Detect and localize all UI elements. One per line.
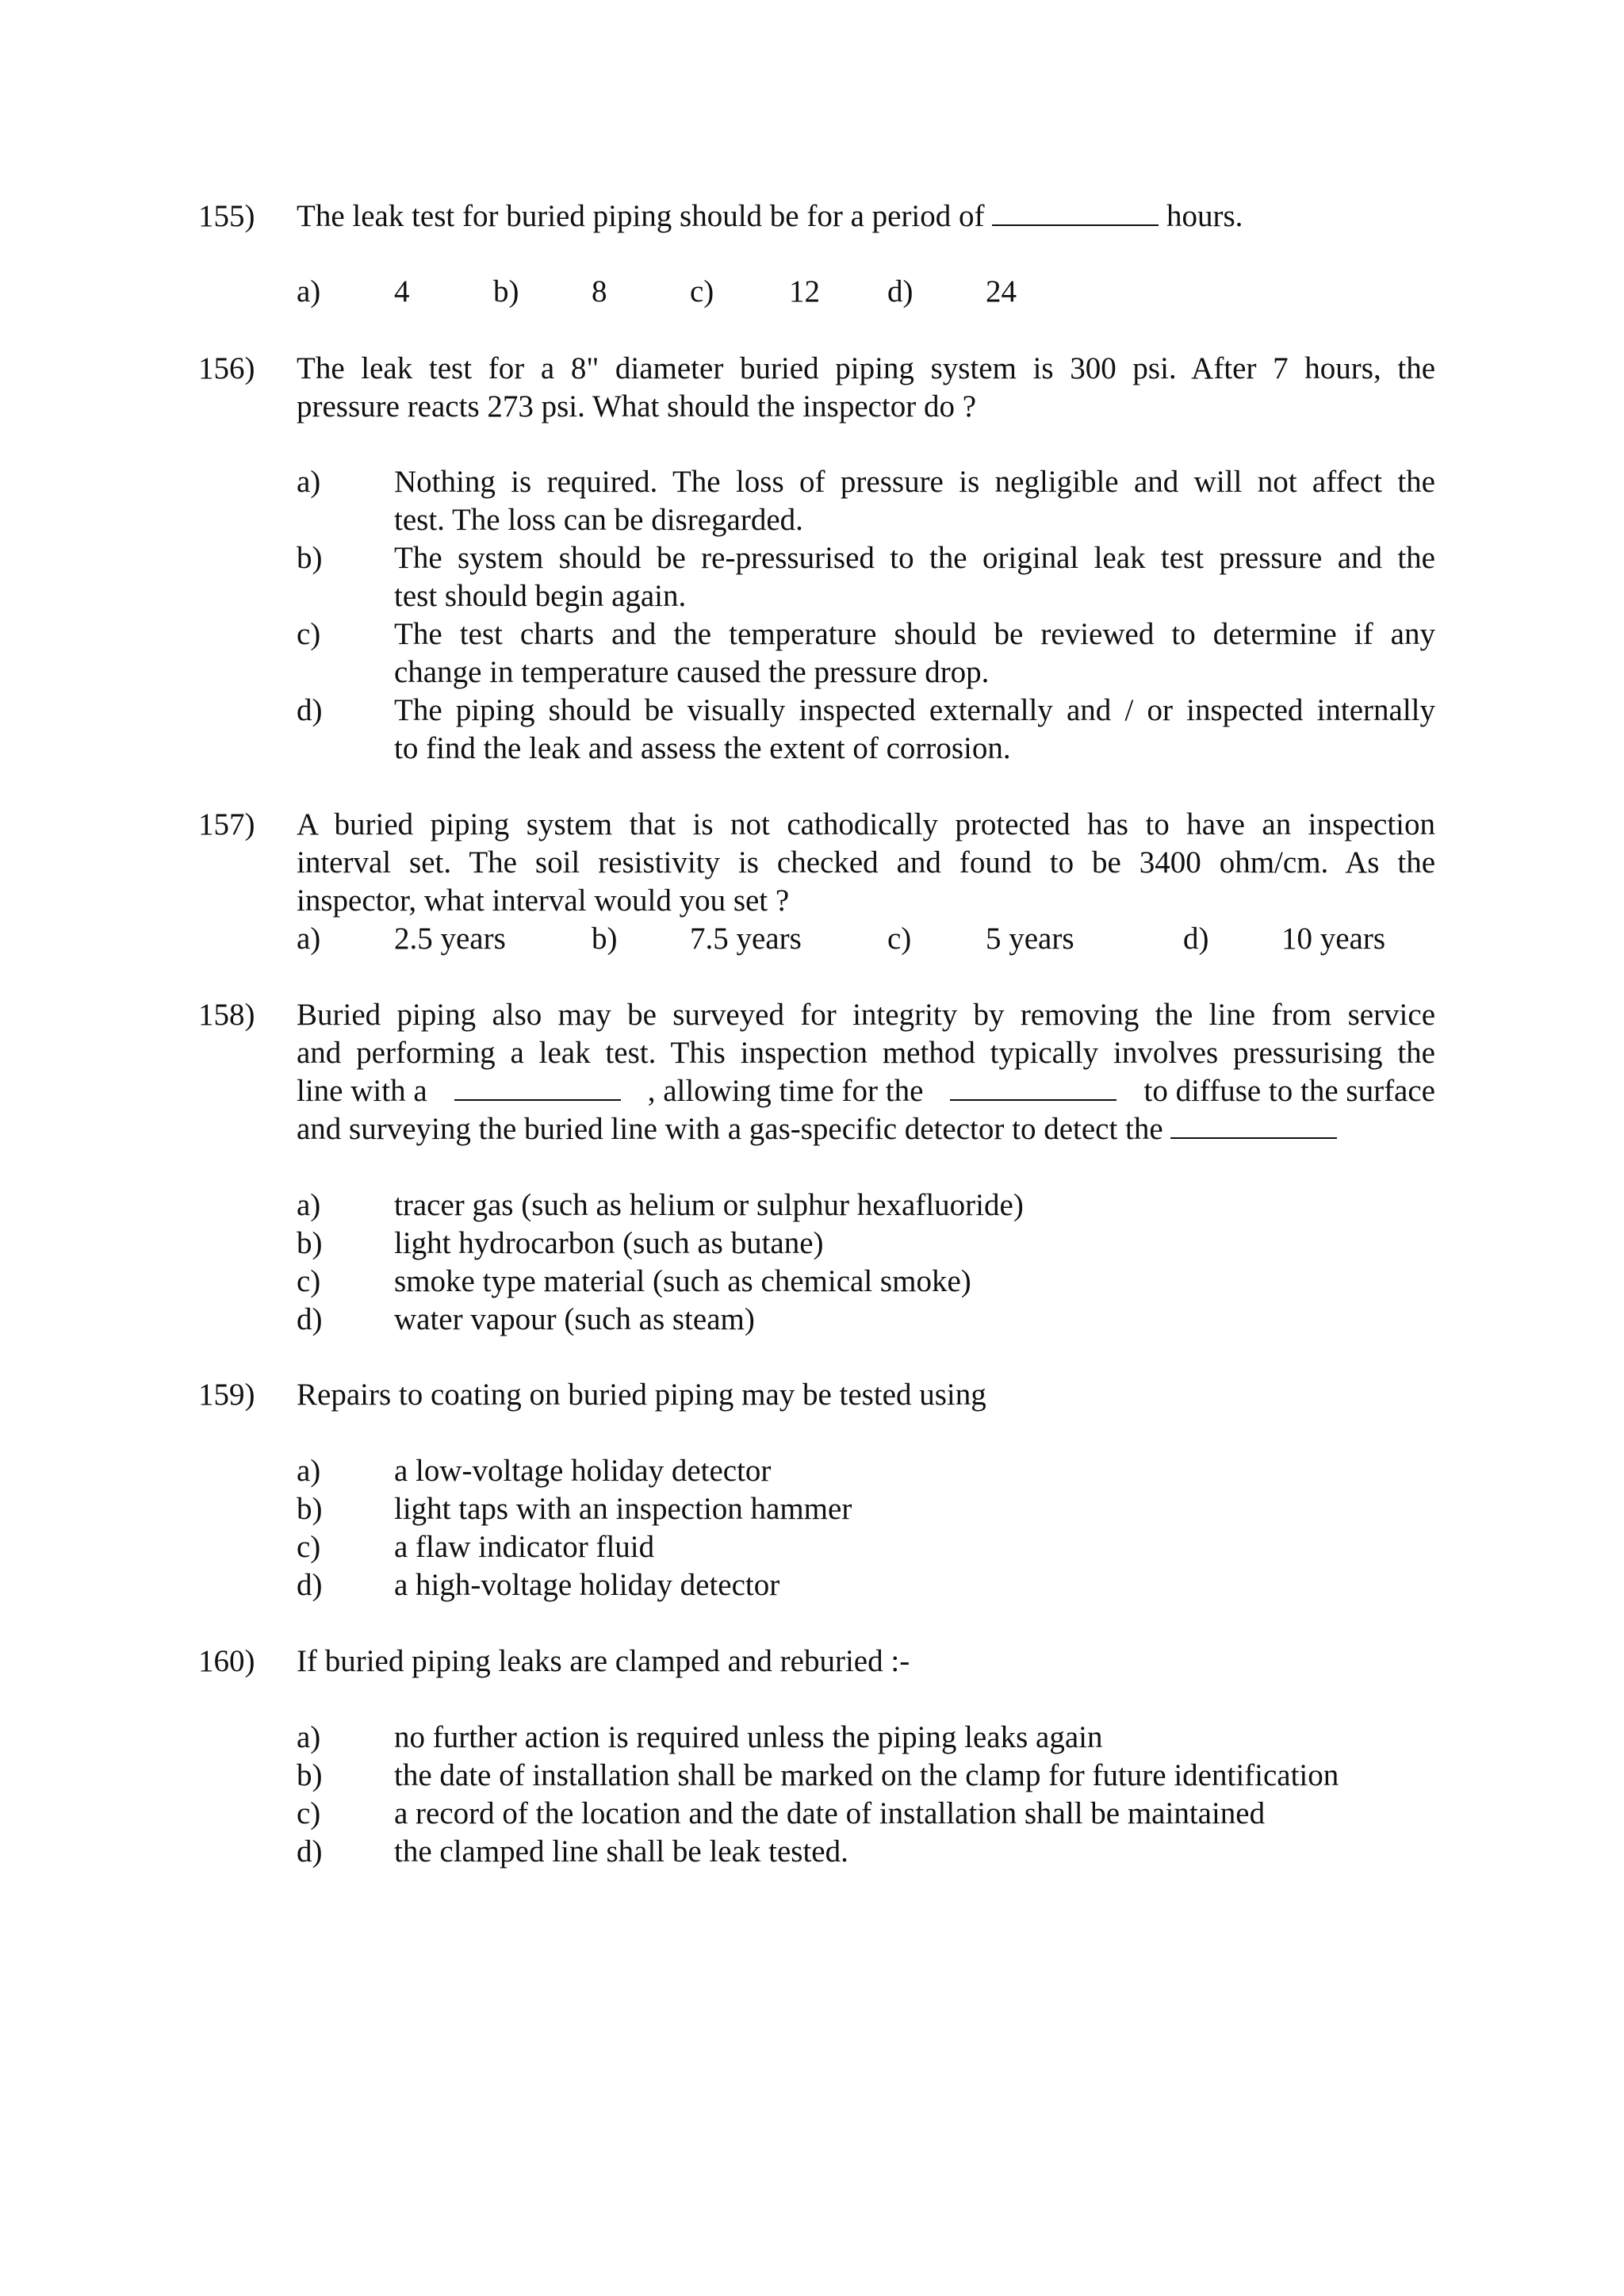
option-text: to find the leak and assess the extent of corrosion. bbox=[394, 731, 1011, 765]
option-text: The system should be re-pressurised to the original leak test pressure and the bbox=[394, 541, 1435, 575]
option-text: tracer gas (such as helium or sulphur hexafluoride) bbox=[394, 1188, 1024, 1222]
question-stem: If buried piping leaks are clamped and reburied :- bbox=[297, 1644, 910, 1678]
option-letter: b) bbox=[297, 1226, 323, 1260]
stem-line: A buried piping system that is not cathodically protected has to have an inspection bbox=[297, 807, 1435, 841]
option-text: no further action is required unless the piping leaks again bbox=[394, 1720, 1103, 1754]
option-letter: a) bbox=[297, 922, 321, 956]
option-text: 5 years bbox=[986, 922, 1074, 956]
answer-blank bbox=[1170, 1110, 1337, 1139]
option-letter: a) bbox=[297, 274, 321, 309]
question-number: 156) bbox=[198, 351, 255, 385]
option-letter: d) bbox=[297, 1302, 323, 1336]
option-text: smoke type material (such as chemical smoke) bbox=[394, 1264, 971, 1298]
option-text: 24 bbox=[986, 274, 1017, 309]
option-letter: b) bbox=[297, 1758, 323, 1792]
option-text: The test charts and the temperature should be reviewed to determine if any bbox=[394, 617, 1435, 651]
question-number: 158) bbox=[198, 998, 255, 1032]
question-number: 159) bbox=[198, 1378, 255, 1412]
option-text: a low-voltage holiday detector bbox=[394, 1454, 772, 1488]
stem-line: and performing a leak test. This inspection method typically involves pressurising the bbox=[297, 1036, 1435, 1070]
stem-line bbox=[297, 1110, 1337, 1148]
question-number: 155) bbox=[198, 199, 255, 233]
question-stem: Repairs to coating on buried piping may be tested using bbox=[297, 1378, 986, 1412]
option-letter: d) bbox=[887, 274, 914, 309]
answer-blank bbox=[950, 1072, 1116, 1101]
option-text: 4 bbox=[394, 274, 410, 309]
option-text: a high-voltage holiday detector bbox=[394, 1568, 780, 1602]
option-text: 10 years bbox=[1281, 922, 1386, 956]
option-text: change in temperature caused the pressure drop. bbox=[394, 655, 990, 689]
option-letter: a) bbox=[297, 1188, 321, 1222]
question-number: 157) bbox=[198, 807, 255, 841]
option-letter: c) bbox=[297, 1530, 321, 1564]
option-letter: a) bbox=[297, 465, 321, 499]
option-text: the date of installation shall be marked on the clamp for future identification bbox=[394, 1758, 1339, 1792]
option-letter: d) bbox=[297, 693, 323, 727]
question-number: 160) bbox=[198, 1644, 255, 1678]
option-letter: c) bbox=[297, 617, 321, 651]
option-text: test. The loss can be disregarded. bbox=[394, 503, 803, 537]
stem-text: to diffuse to the surface bbox=[1143, 1074, 1435, 1108]
answer-blank bbox=[454, 1072, 621, 1101]
option-letter: b) bbox=[493, 274, 519, 309]
stem-line: The leak test for a 8" diameter buried piping system is 300 psi. After 7 hours, the bbox=[297, 351, 1435, 385]
question-stem bbox=[297, 197, 1243, 236]
option-text: 2.5 years bbox=[394, 922, 506, 956]
stem-text: , allowing time for the bbox=[647, 1074, 924, 1108]
option-text: The piping should be visually inspected externally and / or inspected internally bbox=[394, 693, 1435, 727]
option-letter: c) bbox=[297, 1264, 321, 1298]
option-letter: c) bbox=[297, 1796, 321, 1830]
stem-line: inspector, what interval would you set ? bbox=[297, 884, 790, 918]
option-letter: c) bbox=[690, 274, 714, 309]
option-text: 8 bbox=[592, 274, 607, 309]
stem-line: interval set. The soil resistivity is checked and found to be 3400 ohm/cm. As the bbox=[297, 845, 1435, 880]
option-letter: d) bbox=[297, 1568, 323, 1602]
option-letter: a) bbox=[297, 1454, 321, 1488]
option-letter: c) bbox=[887, 922, 912, 956]
stem-line bbox=[297, 1072, 1435, 1110]
option-letter: b) bbox=[297, 541, 323, 575]
option-text: the clamped line shall be leak tested. bbox=[394, 1834, 848, 1869]
option-text: water vapour (such as steam) bbox=[394, 1302, 755, 1336]
option-letter: b) bbox=[592, 922, 618, 956]
stem-line: Buried piping also may be surveyed for integrity by removing the line from service bbox=[297, 998, 1435, 1032]
option-text: light taps with an inspection hammer bbox=[394, 1492, 852, 1526]
option-letter: a) bbox=[297, 1720, 321, 1754]
option-letter: b) bbox=[297, 1492, 323, 1526]
option-text: a record of the location and the date of installation shall be maintained bbox=[394, 1796, 1266, 1830]
answer-blank bbox=[992, 197, 1159, 226]
option-letter: d) bbox=[1183, 922, 1209, 956]
option-text: light hydrocarbon (such as butane) bbox=[394, 1226, 824, 1260]
option-text: Nothing is required. The loss of pressure is negligible and will not affect the bbox=[394, 465, 1435, 499]
option-letter: d) bbox=[297, 1834, 323, 1869]
stem-text: hours. bbox=[1166, 199, 1243, 233]
option-text: a flaw indicator fluid bbox=[394, 1530, 655, 1564]
stem-line: pressure reacts 273 psi. What should the inspector do ? bbox=[297, 389, 977, 424]
option-text: 7.5 years bbox=[690, 922, 802, 956]
stem-text: line with a bbox=[297, 1074, 427, 1108]
option-text: 12 bbox=[789, 274, 820, 309]
stem-text: The leak test for buried piping should be for a period of bbox=[297, 199, 985, 233]
option-text: test should begin again. bbox=[394, 579, 687, 613]
stem-text: and surveying the buried line with a gas-specific detector to detect the bbox=[297, 1112, 1163, 1146]
